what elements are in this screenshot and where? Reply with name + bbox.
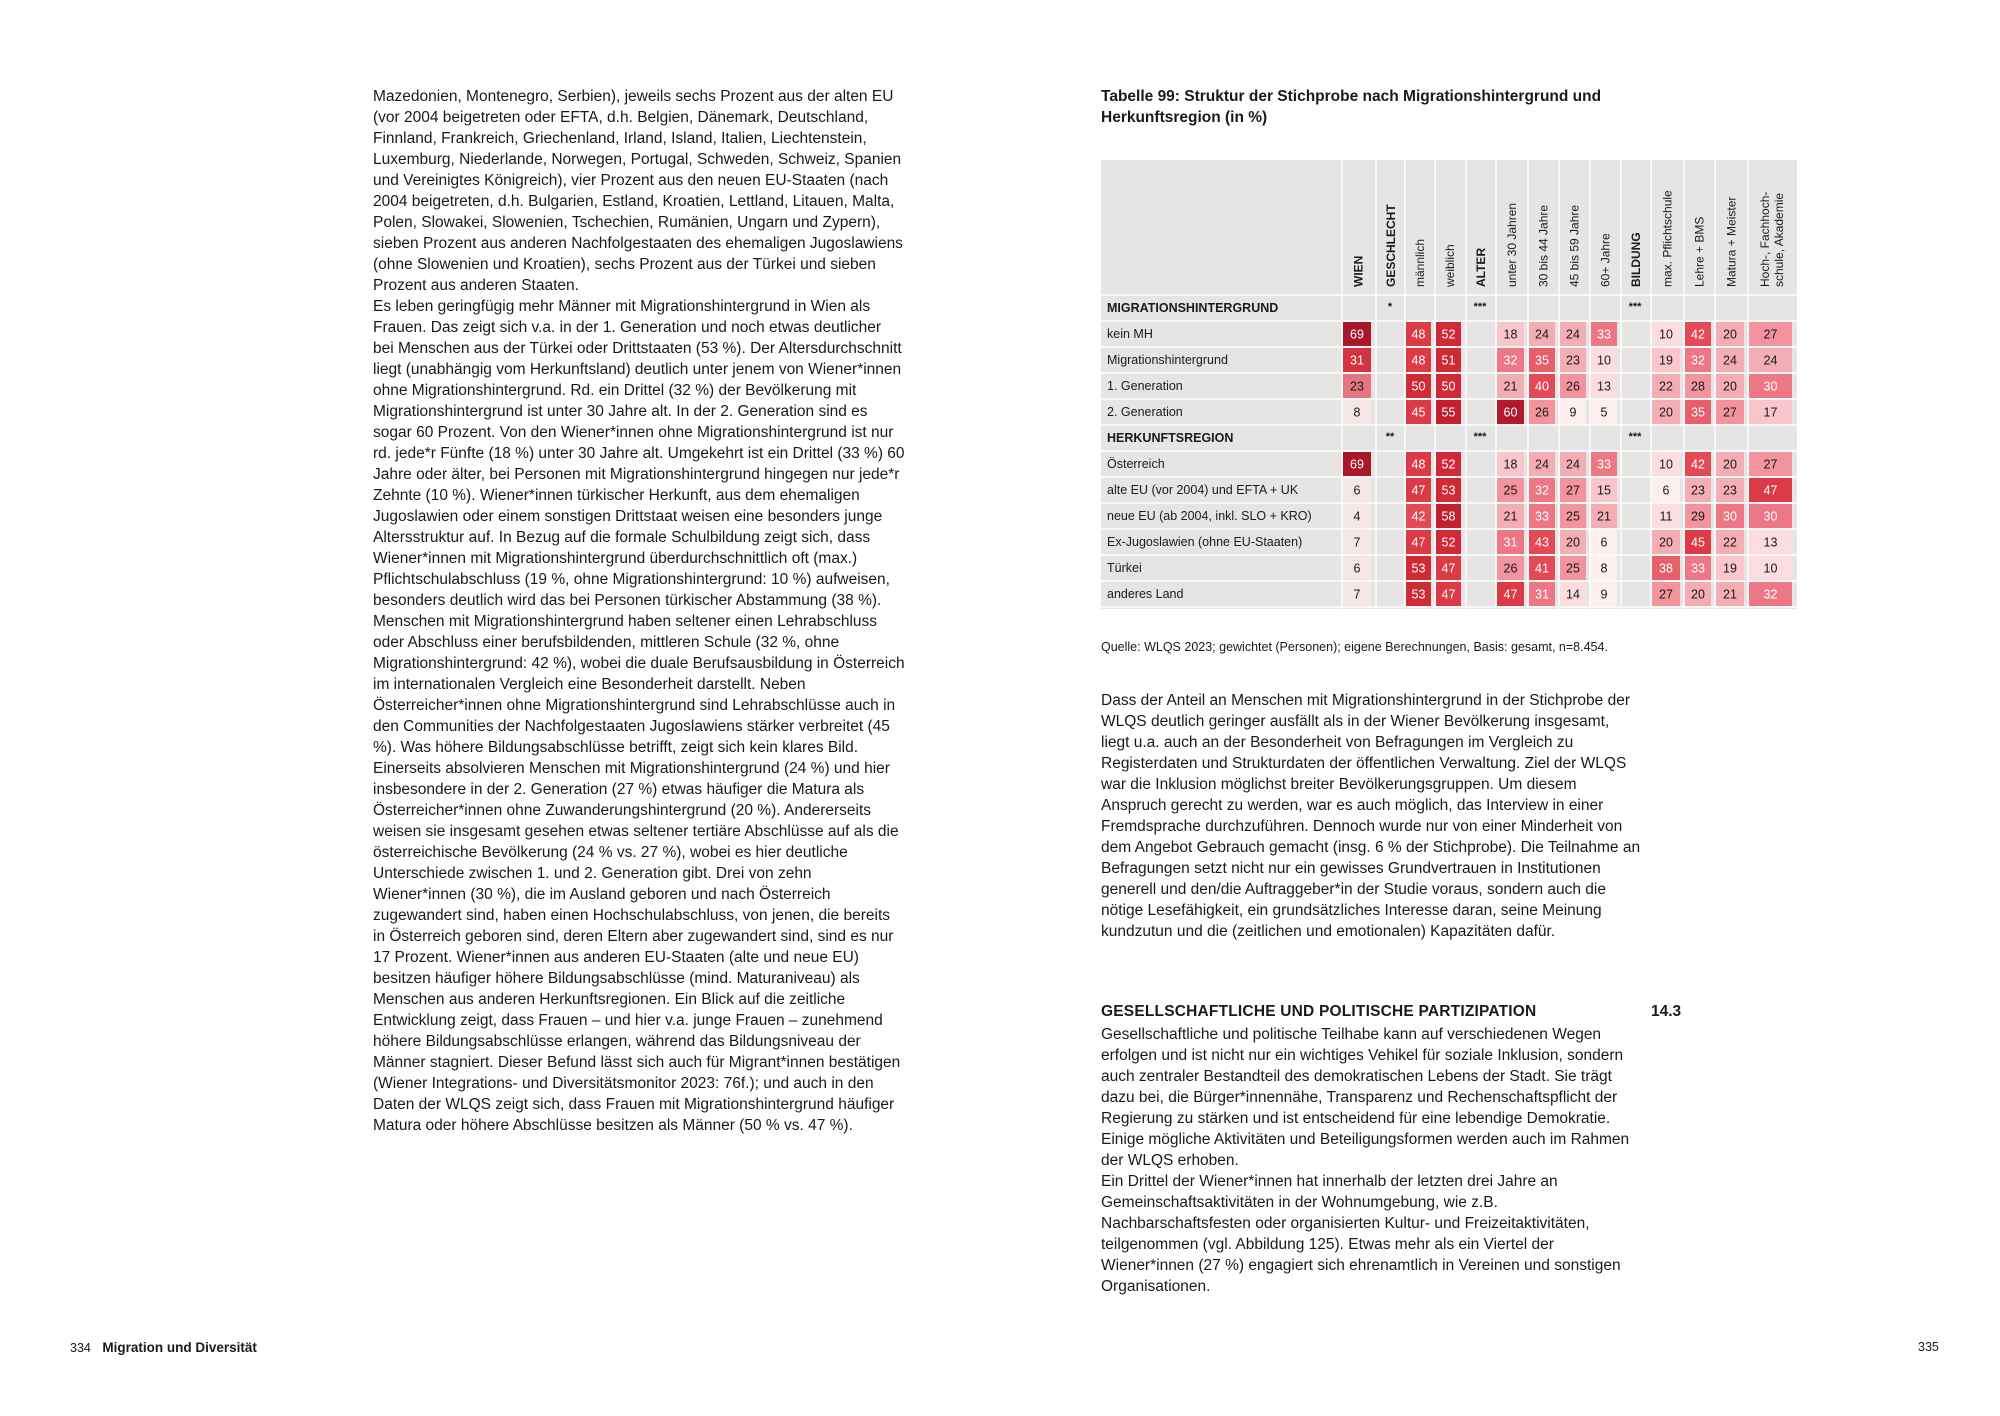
right-paragraph-3: Ein Drittel der Wiener*innen hat innerhalb der letzten drei Jahre an Gemeinschaftsaktivitäten in der Wohnumgebung, wie z.B. Nachbarschaftsfesten oder organisierten Kultur- und Freizeitaktivitäten, teilgenommen (vgl. Abbildung 125). Etwas mehr als ein Viertel der Wiener*innen (27 %) engagiert sich ehrenamtlich in Vereinen und sonstigen Organisationen. xyxy=(1101,1173,1621,1295)
row-label: alte EU (vor 2004) und EFTA + UK xyxy=(1107,483,1299,497)
cell-value: 47 xyxy=(1441,561,1456,576)
cell-value: 8 xyxy=(1600,561,1608,576)
significance-marker: ** xyxy=(1385,431,1395,443)
cell-value: 22 xyxy=(1723,535,1737,550)
cell-value: 20 xyxy=(1659,405,1673,420)
cell-value: 60 xyxy=(1503,405,1518,420)
left-paragraph-1: Mazedonien, Montenegro, Serbien), jeweils sechs Prozent aus der alten EU (vor 2004 beigetreten oder EFTA, d.h. Belgien, Dänemark, Deutschland, Finnland, Frankreich, Griechenland, Irland, Island, Italien, Liechtenstein, Luxemburg, Niederlande, Norwegen, Portugal, Schweden, Schweiz, Spanien und Vereinigtes Königreich), vier Prozent aus den neuen EU-Staaten (nach 2004 beigetreten, d.h. Bulgarien, Estland, Kroatien, Lettland, Litauen, Malta, Polen, Slowakei, Slowenien, Tschechien, Rumänien, Ungarn und Zypern), sieben Prozent aus anderen Nachfolgestaaten des ehemaligen Jugoslawiens (ohne Slowenien und Kroatien), sechs Prozent aus der Türkei und sieben Prozent aus anderen Staaten. xyxy=(373,88,903,294)
cell-value: 47 xyxy=(1503,587,1518,602)
cell-value: 21 xyxy=(1503,379,1518,394)
cell-value: 55 xyxy=(1441,405,1456,420)
cell-value: 19 xyxy=(1659,353,1673,368)
footer-section-name: Migration und Diversität xyxy=(102,1340,257,1355)
cell-value: 24 xyxy=(1566,457,1580,472)
cell-value: 6 xyxy=(1353,561,1361,576)
cell-value: 32 xyxy=(1535,483,1549,498)
cell-value: 22 xyxy=(1659,379,1673,394)
column-header: GESCHLECHT xyxy=(1384,204,1398,287)
cell-value: 6 xyxy=(1600,535,1608,550)
cell-value: 53 xyxy=(1411,561,1426,576)
significance-marker: *** xyxy=(1628,301,1642,313)
section-title: GESELLSCHAFTLICHE UND POLITISCHE PARTIZIPATION xyxy=(1101,1003,1537,1020)
cell-value: 25 xyxy=(1566,561,1580,576)
cell-value: 32 xyxy=(1691,353,1705,368)
cell-value: 24 xyxy=(1535,457,1549,472)
row-label: anderes Land xyxy=(1107,587,1184,601)
cell-value: 26 xyxy=(1535,405,1549,420)
section-row-label: MIGRATIONSHINTERGRUND xyxy=(1107,301,1279,315)
section-number: 14.3 xyxy=(1651,1003,1682,1020)
cell-value: 30 xyxy=(1763,509,1778,524)
cell-value: 21 xyxy=(1503,509,1518,524)
cell-value: 32 xyxy=(1503,353,1518,368)
cell-value: 48 xyxy=(1411,353,1426,368)
column-header: ALTER xyxy=(1474,247,1488,287)
cell-value: 52 xyxy=(1441,535,1456,550)
cell-value: 27 xyxy=(1659,587,1673,602)
cell-value: 47 xyxy=(1763,483,1778,498)
row-label: Türkei xyxy=(1107,561,1142,575)
row-label: kein MH xyxy=(1107,327,1153,341)
cell-value: 48 xyxy=(1411,457,1426,472)
column-header: 30 bis 44 Jahre xyxy=(1536,204,1551,287)
cell-value: 19 xyxy=(1723,561,1737,576)
cell-value: 27 xyxy=(1566,483,1580,498)
cell-value: 35 xyxy=(1535,353,1549,368)
cell-value: 7 xyxy=(1353,535,1361,550)
column-header: BILDUNG xyxy=(1629,232,1643,287)
cell-value: 33 xyxy=(1597,457,1611,472)
cell-value: 33 xyxy=(1535,509,1549,524)
cell-value: 21 xyxy=(1597,509,1611,524)
column-header: WIEN xyxy=(1351,255,1366,287)
column-header: max. Pflichtschule xyxy=(1660,190,1675,287)
row-label: 2. Generation xyxy=(1107,405,1183,419)
cell-value: 27 xyxy=(1763,457,1778,472)
cell-value: 8 xyxy=(1353,405,1361,420)
cell-value: 6 xyxy=(1662,483,1670,498)
cell-value: 40 xyxy=(1535,379,1549,394)
cell-value: 25 xyxy=(1566,509,1580,524)
left-paragraph-2: Es leben geringfügig mehr Männer mit Migrationshintergrund in Wien als Frauen. Das zeigt sich v.a. in der 1. Generation und noch etwas deutlicher bei Menschen aus der Türkei oder Drittstaaten (53 %). Der Altersdurchschnitt liegt (unabhängig vom Herkunftsland) deutlich unter jenem von Wiener*innen ohne Migrationshintergrund. Rd. ein Drittel (32 %) der Bevölkerung mit Migrationshintergrund ist unter 30 Jahre alt. In der 2. Generation sind es sogar 60 Prozent. Von den Wiener*innen ohne Migrationshintergrund ist nur rd. jede*r Fünfte (18 %) unter 30 Jahre alt. Umgekehrt ist ein Drittel (33 %) 60 Jahre oder älter, bei Personen mit Migrationshintergrund hingegen nur jede*r Zehnte (10 %). Wiener*innen türkischer Herkunft, aus dem ehemaligen Jugoslawien oder einem sonstigen Drittstaat weisen eine besonders junge Altersstruktur auf. In Bezug auf die formale Schulbildung zeigt sich, dass Wiener*innen mit Migrationshintergrund überdurchschnittlich oft (max.) Pflichtschulabschluss (19 %, ohne Migrationshintergrund: 10 %) aufweisen, besonders deutlich wird das bei Personen türkischer Abstammung (38 %). Menschen mit Migrationshintergrund haben seltener einen Lehrabschluss oder Abschluss einer berufsbildenden, mittleren Schule (32 %, ohne Migrationshintergrund: 42 %), wobei die duale Berufsausbildung in Österreich im internationalen Vergleich eine Besonderheit darstellt. Neben Österreicher*innen ohne Migrationshintergrund sind Lehrabschlüsse auch in den Communities der Nachfolgestaaten Jugoslawiens stärker verbreitet (45 %). Was höhere Bildungsabschlüsse betrifft, zeigt sich kein klares Bild. Einerseits absolvieren Menschen mit Migrationshintergrund (24 %) und hier insbesondere in der 2. Generation (27 %) etwas häufiger die Matura als Österreicher*innen ohne Zuwanderungshintergrund (20 %). Andererseits weisen sie insgesamt gesehen etwas seltener tertiäre Abschlüsse auf als die österreichische Bevölkerung (24 % vs. 27 %), wobei es hier deutliche Unterschiede zwischen 1. und 2. Generation gibt. Drei von zehn Wiener*innen (30 %), die im Ausland geboren und nach Österreich zugewandert sind, haben einen Hochschulabschluss, von jenen, die bereits in Österreich geboren sind, deren Eltern aber zugewandert sind, sind es nur 17 Prozent. Wiener*innen aus anderen EU-Staaten (alte und neue EU) besitzen häufiger höhere Bildungsabschlüsse (mind. Maturaniveau) als Menschen aus anderen Herkunftsregionen. Ein Blick auf die zeitliche Entwicklung zeigt, dass Frauen – und hier v.a. junge Frauen – zunehmend höhere Bildungsabschlüsse erlangen, während das Bildungsniveau der Männer stagniert. Dieser Befund lässt sich auch für Migrant*innen bestätigen (Wiener Integrations- und Diversitätsmonitor 2023: 76f.); und auch in den Daten der WLQS zeigt sich, dass Frauen mit Migrationshintergrund häufiger Matura oder höhere Abschlüsse besitzen als Männer (50 % vs. 47 %). xyxy=(373,298,905,1134)
cell-value: 25 xyxy=(1503,483,1518,498)
cell-value: 69 xyxy=(1350,457,1364,472)
column-header: unter 30 Jahren xyxy=(1505,202,1519,287)
page-number-left: 334 xyxy=(70,1341,91,1355)
row-label: Ex-Jugoslawien (ohne EU-Staaten) xyxy=(1107,535,1303,549)
cell-value: 20 xyxy=(1723,327,1737,342)
table-title: Tabelle 99: Struktur der Stichprobe nach Migrationshintergrund und Herkunftsregion (in %) xyxy=(1101,88,1602,126)
cell-value: 10 xyxy=(1763,561,1778,576)
cell-value: 23 xyxy=(1566,353,1580,368)
cell-value: 20 xyxy=(1723,379,1737,394)
cell-value: 30 xyxy=(1763,379,1778,394)
cell-value: 50 xyxy=(1411,379,1426,394)
cell-value: 10 xyxy=(1597,353,1611,368)
cell-value: 33 xyxy=(1597,327,1611,342)
cell-value: 31 xyxy=(1503,535,1518,550)
page-number-right: 335 xyxy=(1918,1340,1939,1354)
cell-value: 38 xyxy=(1659,561,1673,576)
cell-value: 69 xyxy=(1350,327,1364,342)
cell-value: 23 xyxy=(1723,483,1737,498)
cell-value: 20 xyxy=(1566,535,1580,550)
cell-value: 20 xyxy=(1691,587,1705,602)
cell-value: 51 xyxy=(1441,353,1456,368)
cell-value: 9 xyxy=(1569,405,1577,420)
cell-value: 58 xyxy=(1441,509,1456,524)
cell-value: 18 xyxy=(1503,327,1518,342)
table-source: Quelle: WLQS 2023; gewichtet (Personen); eigene Berechnungen, Basis: gesamt, n=8.454. xyxy=(1101,640,1608,654)
cell-value: 53 xyxy=(1411,587,1426,602)
cell-value: 10 xyxy=(1659,327,1673,342)
column-header: schule, Akademie xyxy=(1772,192,1786,287)
cell-value: 21 xyxy=(1723,587,1737,602)
cell-value: 7 xyxy=(1353,587,1361,602)
cell-value: 31 xyxy=(1350,353,1364,368)
cell-value: 20 xyxy=(1659,535,1673,550)
cell-value: 5 xyxy=(1600,405,1608,420)
data-table xyxy=(1101,160,1797,609)
cell-value: 42 xyxy=(1691,327,1705,342)
cell-value: 4 xyxy=(1353,509,1361,524)
column-header: weiblich xyxy=(1443,244,1457,287)
row-label: 1. Generation xyxy=(1107,379,1183,393)
cell-value: 33 xyxy=(1691,561,1705,576)
column-header: Matura + Meister xyxy=(1724,196,1739,287)
cell-value: 52 xyxy=(1441,457,1456,472)
significance-marker: *** xyxy=(1628,431,1642,443)
significance-marker: *** xyxy=(1473,431,1487,443)
cell-value: 42 xyxy=(1411,509,1426,524)
cell-value: 24 xyxy=(1566,327,1580,342)
cell-value: 10 xyxy=(1659,457,1673,472)
left-text-column xyxy=(373,86,905,1136)
cell-value: 50 xyxy=(1441,379,1456,394)
cell-value: 28 xyxy=(1691,379,1705,394)
cell-value: 24 xyxy=(1535,327,1549,342)
cell-value: 30 xyxy=(1723,509,1737,524)
cell-value: 52 xyxy=(1441,327,1456,342)
cell-value: 11 xyxy=(1659,509,1673,524)
cell-value: 41 xyxy=(1535,561,1549,576)
cell-value: 27 xyxy=(1723,405,1737,420)
row-label: Migrationshintergrund xyxy=(1107,353,1228,367)
cell-value: 26 xyxy=(1566,379,1580,394)
significance-marker: * xyxy=(1387,301,1393,313)
column-header: Lehre + BMS xyxy=(1692,216,1707,287)
cell-value: 24 xyxy=(1723,353,1737,368)
cell-value: 53 xyxy=(1441,483,1456,498)
cell-value: 45 xyxy=(1691,535,1705,550)
cell-value: 29 xyxy=(1691,509,1705,524)
cell-value: 27 xyxy=(1763,327,1778,342)
cell-value: 24 xyxy=(1763,353,1778,368)
cell-value: 17 xyxy=(1763,405,1778,420)
right-text-column xyxy=(1101,690,1641,942)
cell-value: 14 xyxy=(1566,587,1580,602)
column-header: 45 bis 59 Jahre xyxy=(1567,204,1582,287)
cell-value: 32 xyxy=(1763,587,1778,602)
data-table-svg xyxy=(1101,160,1797,609)
right-paragraph-1: Dass der Anteil an Menschen mit Migrationshintergrund in der Stichprobe der WLQS deutlich geringer ausfällt als in der Wiener Bevölkerung insgesamt, liegt u.a. auch an der Besonderheit von Befragungen im Vergleich zu Registerdaten und Strukturdaten der öffentlichen Verwaltung. Ziel der WLQS war die Inklusion möglichst breiter Bevölkerungsgruppen. Um diesem Anspruch gerecht zu werden, war es auch möglich, das Interview in einer Fremdsprache durchzuführen. Dennoch wurde nur von einer Minderheit von dem Angebot Gebrauch gemacht (insg. 6 % der Stichprobe). Die Teilnahme an Befragungen setzt nicht nur ein gewisses Grundvertrauen in Institutionen generell und den/die Auftraggeber*in der Studie voraus, sondern auch die nötige Lesefähigkeit, ein grundsätzliches Interesse daran, seine Meinung kundzutun und die (zeitlichen und emotionalen) Kapazitäten dafür. xyxy=(1101,692,1641,940)
cell-value: 26 xyxy=(1503,561,1518,576)
cell-value: 42 xyxy=(1691,457,1705,472)
row-label: Österreich xyxy=(1107,457,1165,471)
column-header: Hoch-, Fachhoch- xyxy=(1758,191,1772,287)
cell-value: 47 xyxy=(1411,483,1426,498)
cell-value: 43 xyxy=(1535,535,1549,550)
cell-value: 18 xyxy=(1503,457,1518,472)
significance-marker: *** xyxy=(1473,301,1487,313)
cell-value: 13 xyxy=(1763,535,1778,550)
cell-value: 35 xyxy=(1691,405,1705,420)
row-label: neue EU (ab 2004, inkl. SLO + KRO) xyxy=(1107,509,1312,523)
cell-value: 23 xyxy=(1691,483,1705,498)
cell-value: 47 xyxy=(1441,587,1456,602)
cell-value: 15 xyxy=(1597,483,1611,498)
cell-value: 31 xyxy=(1535,587,1549,602)
cell-value: 47 xyxy=(1411,535,1426,550)
column-header: männlich xyxy=(1413,238,1427,287)
section-row-label: HERKUNFTSREGION xyxy=(1107,431,1234,445)
cell-value: 48 xyxy=(1411,327,1426,342)
cell-value: 23 xyxy=(1350,379,1364,394)
right-paragraph-2: Gesellschaftliche und politische Teilhabe kann auf verschiedenen Wegen erfolgen und ist nicht nur ein wichtiges Vehikel für soziale Inklusion, sondern auch zentraler Bestandteil des demokratischen Lebens der Stadt. Sie trägt dazu bei, die Bürger*innennähe, Transparenz und Rechenschaftspflicht der Regierung zu stärken und ist entscheidend für eine lebendige Demokratie. Einige mögliche Aktivitäten und Beteiligungsformen werden auch im Rahmen der WLQS erhoben. xyxy=(1101,1026,1630,1169)
right-text-column-2 xyxy=(1101,1024,1641,1297)
cell-value: 13 xyxy=(1597,379,1611,394)
column-header: 60+ Jahre xyxy=(1598,233,1613,287)
cell-value: 20 xyxy=(1723,457,1737,472)
cell-value: 9 xyxy=(1600,587,1608,602)
footer-left xyxy=(70,1340,257,1355)
cell-value: 6 xyxy=(1353,483,1361,498)
cell-value: 45 xyxy=(1411,405,1426,420)
